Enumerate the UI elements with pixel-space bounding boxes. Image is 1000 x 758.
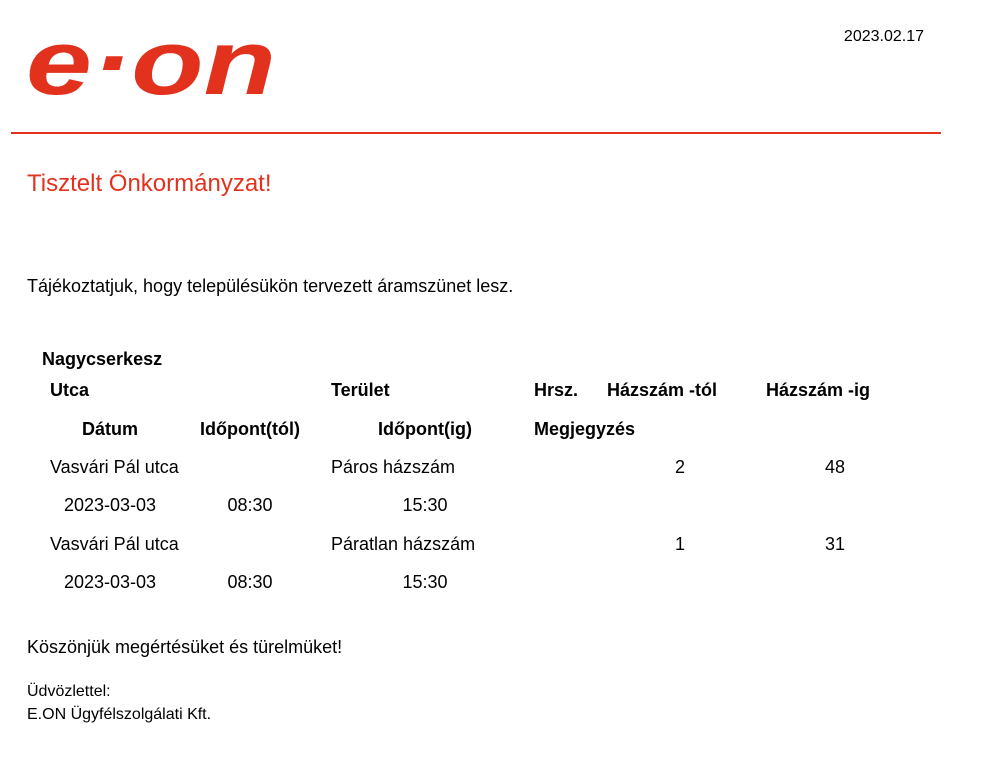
letter-date: 2023.02.17: [843, 28, 924, 45]
row1-area: Páros házszám: [331, 457, 456, 477]
header-note: Megjegyzés: [534, 419, 636, 439]
greeting: Tisztelt Önkormányzat!: [27, 170, 272, 197]
header-hrsz: Hrsz.: [534, 380, 579, 400]
intro-text: Tájékoztatjuk, hogy településükön tervezett áramszünet lesz.: [27, 276, 514, 296]
row1-date: 2023-03-03: [63, 495, 157, 515]
row2-time-to: 15:30: [402, 572, 448, 592]
row1-street: Vasvári Pál utca: [50, 457, 179, 477]
header-house-to: Házszám -ig: [766, 380, 871, 400]
eon-logo: [26, 24, 278, 104]
row2-date: 2023-03-03: [63, 572, 157, 592]
salutation: Üdvözlettel:: [27, 683, 111, 700]
header-street: Utca: [50, 380, 90, 400]
town-name: Nagycserkesz: [42, 349, 163, 369]
row1-time-to: 15:30: [402, 495, 448, 515]
header-time-from: Időpont(tól): [200, 419, 300, 439]
row2-street: Vasvári Pál utca: [50, 534, 179, 554]
row2-house-from: 1: [674, 534, 685, 554]
row2-house-to: 31: [824, 534, 846, 554]
eon-logo-text: e·on: [26, 24, 276, 104]
company-signature: E.ON Ügyfélszolgálati Kft.: [27, 706, 212, 723]
row2-area: Páratlan házszám: [331, 534, 476, 554]
row1-house-from: 2: [674, 457, 685, 477]
header-date: Dátum: [81, 419, 138, 439]
header-time-to: Időpont(ig): [378, 419, 472, 439]
header-divider: [11, 132, 941, 134]
header-house-from: Házszám -tól: [607, 380, 718, 400]
row1-time-from: 08:30: [227, 495, 273, 515]
row2-time-from: 08:30: [227, 572, 273, 592]
closing-text: Köszönjük megértésüket és türelmüket!: [27, 637, 343, 657]
header-area: Terület: [331, 380, 390, 400]
row1-house-to: 48: [824, 457, 846, 477]
